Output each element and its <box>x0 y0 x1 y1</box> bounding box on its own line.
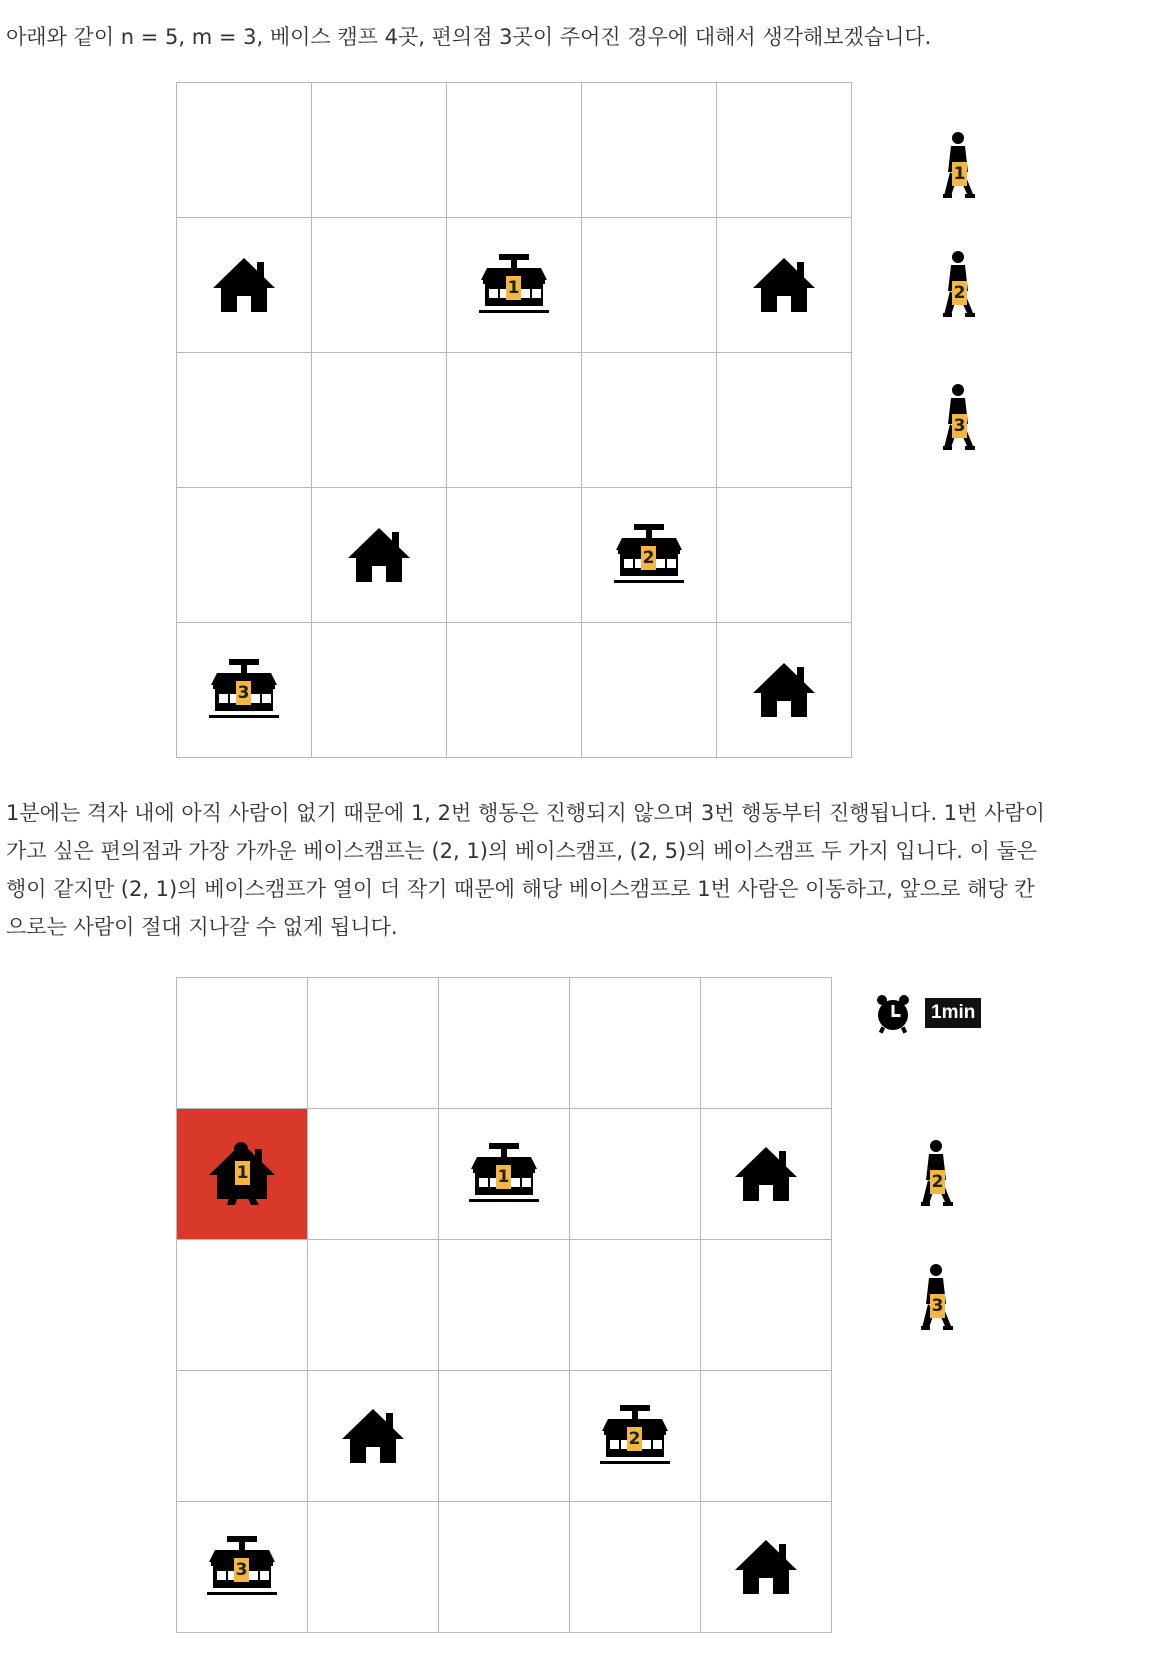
grid2-cell-4-1 <box>177 1371 308 1502</box>
base-camp-house-icon <box>213 256 275 314</box>
grid2-cell-5-3 <box>439 1502 570 1633</box>
grid1-cell-3-4 <box>582 353 717 488</box>
grid1-cell-2-3 <box>447 218 582 353</box>
waiting-person-icon <box>943 132 977 202</box>
convenience-store-icon <box>469 1143 539 1205</box>
base-camp-house-icon <box>753 256 815 314</box>
timer <box>873 992 981 1034</box>
person-number: 2 <box>931 1172 944 1192</box>
grid1-cell-4-3 <box>447 488 582 623</box>
grid2-cell-2-3 <box>439 1109 570 1240</box>
store-number: 1 <box>497 1167 510 1187</box>
grid1-cell-5-4 <box>582 623 717 758</box>
store-number: 2 <box>628 1429 641 1449</box>
grid2-cell-1-5 <box>701 978 832 1109</box>
convenience-store-icon <box>614 524 684 586</box>
grid1-cell-1-3 <box>447 83 582 218</box>
grid2-cell-1-2 <box>308 978 439 1109</box>
grid2-cell-4-5 <box>701 1371 832 1502</box>
grid2-cell-2-4 <box>570 1109 701 1240</box>
grid1-cell-3-2 <box>312 353 447 488</box>
store-number: 3 <box>235 1560 248 1580</box>
grid1-cell-2-4 <box>582 218 717 353</box>
store-number: 3 <box>237 683 250 703</box>
grid2-cell-2-2 <box>308 1109 439 1240</box>
grid2-cell-3-2 <box>308 1240 439 1371</box>
convenience-store-icon <box>209 659 279 721</box>
waiting-person-icon <box>943 251 977 321</box>
base-camp-house-icon <box>342 1407 404 1465</box>
grid2-cell-3-1 <box>177 1240 308 1371</box>
store-number: 1 <box>507 278 520 298</box>
grid-minute-1 <box>176 977 832 1633</box>
grid2-cell-3-5 <box>701 1240 832 1371</box>
convenience-store-icon <box>479 254 549 316</box>
convenience-store-icon <box>600 1405 670 1467</box>
grid1-cell-4-2 <box>312 488 447 623</box>
grid2-cell-5-4 <box>570 1502 701 1633</box>
base-camp-house-icon <box>735 1538 797 1596</box>
waiting-person-icon <box>921 1140 955 1210</box>
person-number: 3 <box>931 1296 944 1316</box>
grid1-cell-3-5 <box>717 353 852 488</box>
grid1-cell-3-1 <box>177 353 312 488</box>
waiting-person-icon <box>921 1264 955 1334</box>
grid1-cell-1-1 <box>177 83 312 218</box>
grid1-cell-5-3 <box>447 623 582 758</box>
grid2-cell-3-3 <box>439 1240 570 1371</box>
grid2-cell-4-3 <box>439 1371 570 1502</box>
grid2-cell-5-2 <box>308 1502 439 1633</box>
grid1-cell-5-2 <box>312 623 447 758</box>
grid1-cell-3-3 <box>447 353 582 488</box>
intro-paragraph: 아래와 같이 n = 5, m = 3, 베이스 캠프 4곳, 편의점 3곳이 주어진 경우에 대해서 생각해보겠습니다. <box>6 25 932 49</box>
grid1-cell-5-5 <box>717 623 852 758</box>
grid2-cell-4-4 <box>570 1371 701 1502</box>
grid2-cell-1-4 <box>570 978 701 1109</box>
grid2-cell-1-1 <box>177 978 308 1109</box>
grid1-cell-4-5 <box>717 488 852 623</box>
grid1-cell-2-5 <box>717 218 852 353</box>
grid1-cell-1-5 <box>717 83 852 218</box>
alarm-clock-icon <box>873 992 913 1034</box>
grid2-cell-4-2 <box>308 1371 439 1502</box>
base-camp-house-icon <box>348 526 410 584</box>
grid1-cell-4-1 <box>177 488 312 623</box>
person-number: 1 <box>236 1163 249 1183</box>
store-number: 2 <box>642 548 655 568</box>
grid1-cell-5-1 <box>177 623 312 758</box>
grid1-cell-2-2 <box>312 218 447 353</box>
grid1-cell-1-4 <box>582 83 717 218</box>
grid2-cell-2-5 <box>701 1109 832 1240</box>
grid2-cell-3-4 <box>570 1240 701 1371</box>
grid1-cell-2-1 <box>177 218 312 353</box>
grid2-cell-1-3 <box>439 978 570 1109</box>
person-number: 2 <box>953 283 966 303</box>
time-badge: 1min <box>925 998 981 1028</box>
grid1-cell-4-4 <box>582 488 717 623</box>
base-camp-with-person-icon <box>207 1141 277 1207</box>
grid2-cell-5-5 <box>701 1502 832 1633</box>
base-camp-house-icon <box>753 661 815 719</box>
grid1-cell-1-2 <box>312 83 447 218</box>
person-number: 1 <box>953 164 966 184</box>
base-camp-house-icon <box>735 1145 797 1203</box>
explanation-paragraph: 1분에는 격자 내에 아직 사람이 없기 때문에 1, 2번 행동은 진행되지 않으며 3번 행동부터 진행됩니다. 1번 사람이 가고 싶은 편의점과 가장 가까운 베이스캠프는 (2, 1)의 베이스캠프, (2, 5)의 베이스캠프 두 가지 입니다. 이 둘은 행이 같지만 (2, 1)의 베이스캠프가 열이 더 작기 때문에 해당 베이스캠프로 1번 사람은 이동하고, 앞으로 해당 칸 으로는 사람이 절대 지나갈 수 없게 됩니다. <box>6 801 1045 939</box>
grid2-cell-2-1 <box>177 1109 308 1240</box>
convenience-store-icon <box>207 1536 277 1598</box>
grid2-cell-5-1 <box>177 1502 308 1633</box>
grid-initial <box>176 82 852 758</box>
person-number: 3 <box>953 416 966 436</box>
waiting-person-icon <box>943 384 977 454</box>
